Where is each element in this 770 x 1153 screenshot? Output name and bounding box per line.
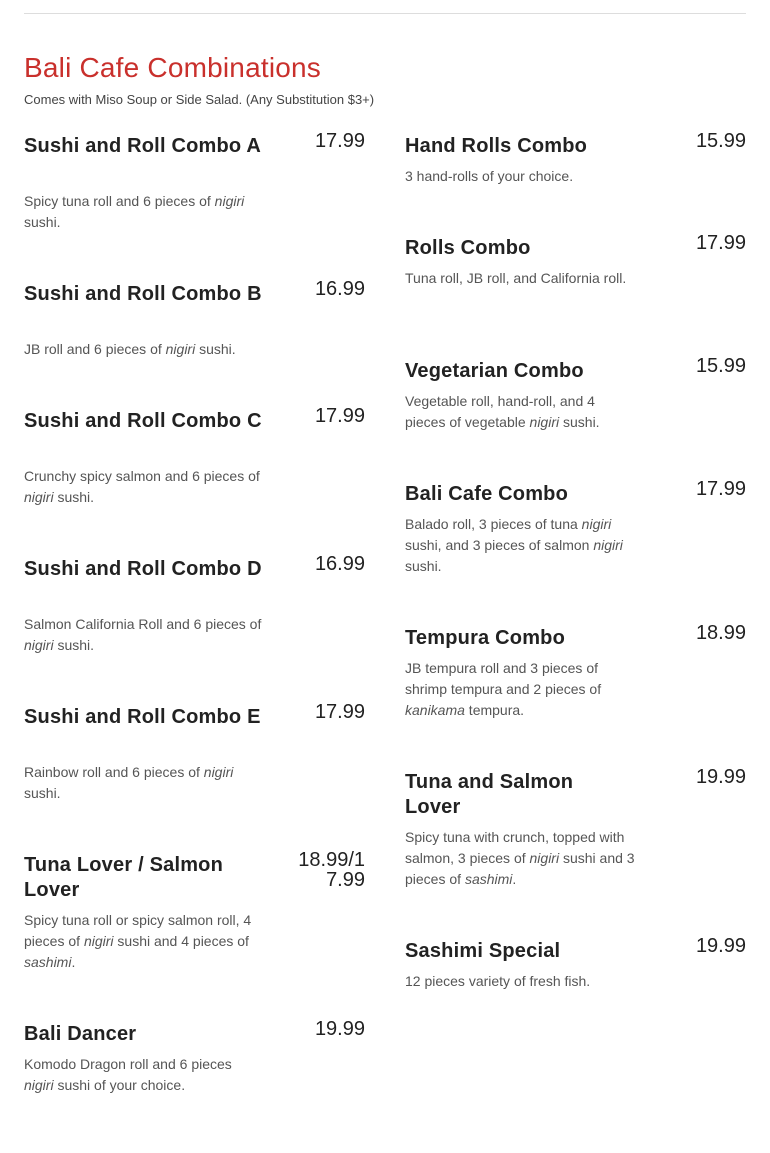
item-name: Rolls Combo (405, 237, 531, 259)
item-price: 19.99 (695, 766, 746, 788)
item-price: 17.99 (314, 130, 365, 152)
item-name: Tuna and Salmon Lover (405, 771, 574, 818)
item-description: Rainbow roll and 6 pieces of nigiri sushi. (24, 764, 234, 801)
item-description: JB tempura roll and 3 pieces of shrimp tempura and 2 pieces of kanikama tempura. (405, 660, 602, 718)
item-price: 15.99 (695, 130, 746, 152)
item-description: Spicy tuna roll and 6 pieces of nigiri sushi. (24, 193, 245, 230)
item-name: Sushi and Roll Combo A (24, 135, 261, 157)
item-description: JB roll and 6 pieces of nigiri sushi. (24, 341, 236, 357)
item-description: Spicy tuna with crunch, topped with salmon, 3 pieces of nigiri sushi and 3 pieces of sashimi. (405, 829, 635, 887)
top-divider (24, 13, 746, 14)
item-description: Balado roll, 3 pieces of tuna nigiri sushi, and 3 pieces of salmon nigiri sushi. (405, 516, 623, 574)
section-title: Bali Cafe Combinations (24, 52, 321, 83)
item-description: Crunchy spicy salmon and 6 pieces of nigiri sushi. (24, 468, 260, 505)
item-description: Vegetable roll, hand-roll, and 4 pieces of vegetable nigiri sushi. (405, 393, 600, 430)
item-price: 18.99 (695, 622, 746, 644)
item-price: 17.99 (314, 701, 365, 723)
item-price: 16.99 (314, 553, 365, 575)
item-name: Sushi and Roll Combo E (24, 706, 261, 728)
item-price: 17.99 (314, 405, 365, 427)
item-description: 12 pieces variety of fresh fish. (405, 973, 591, 989)
item-name: Bali Cafe Combo (405, 483, 569, 505)
item-description: Komodo Dragon roll and 6 pieces nigiri sushi of your choice. (24, 1056, 232, 1093)
item-name: Sashimi Special (405, 940, 561, 962)
item-price: 16.99 (314, 278, 365, 300)
item-price: 18.99/17.99 (298, 849, 365, 891)
item-description: Salmon California Roll and 6 pieces of nigiri sushi. (24, 616, 262, 653)
item-name: Sushi and Roll Combo B (24, 283, 262, 305)
item-name: Hand Rolls Combo (405, 135, 588, 157)
item-price: 17.99 (695, 478, 746, 500)
item-name: Sushi and Roll Combo D (24, 558, 262, 580)
item-name: Bali Dancer (24, 1023, 137, 1045)
item-price: 19.99 (314, 1018, 365, 1040)
item-price: 19.99 (695, 935, 746, 957)
item-price: 15.99 (695, 355, 746, 377)
item-description: Tuna roll, JB roll, and California roll. (405, 270, 627, 286)
item-name: Tuna Lover / Salmon Lover (24, 854, 224, 901)
item-description: Spicy tuna roll or spicy salmon roll, 4 pieces of nigiri sushi and 4 pieces of sashimi. (24, 912, 252, 970)
item-description: 3 hand-rolls of your choice. (405, 168, 574, 184)
item-name: Sushi and Roll Combo C (24, 410, 262, 432)
item-name: Tempura Combo (405, 627, 566, 649)
item-price: 17.99 (695, 232, 746, 254)
item-name: Vegetarian Combo (405, 360, 584, 382)
section-subtitle: Comes with Miso Soup or Side Salad. (Any Substitution $3+) (24, 92, 375, 107)
